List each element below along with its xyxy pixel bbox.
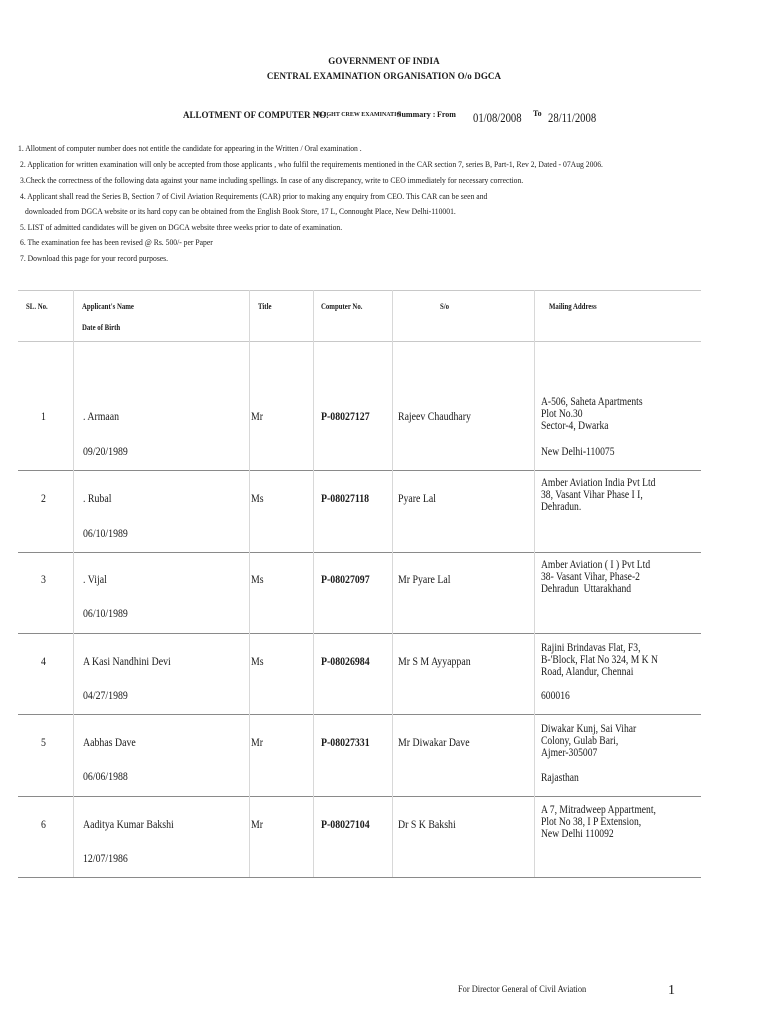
row-date-of-birth: 12/07/1986 xyxy=(83,851,128,865)
row-sl-no: 4 xyxy=(41,654,46,668)
row-divider xyxy=(18,470,701,471)
row-address: Amber Aviation ( I ) Pvt Ltd 38- Vasant Vihar, Phase-2 Dehradun Uttarakhand xyxy=(541,557,651,595)
row-address-extra: 600016 xyxy=(541,688,570,702)
row-applicant-name: Aaditya Kumar Bakshi xyxy=(83,817,174,831)
row-divider xyxy=(18,796,701,797)
header-relation: S/o xyxy=(440,302,450,311)
row-address-extra: New Delhi-110075 xyxy=(541,444,615,458)
note-1: 1. Allotment of computer number does not entitle the candidate for appearing in the Written / Oral examination . xyxy=(18,143,362,153)
allotment-exam: - FLIGHT CREW EXAMINATIO xyxy=(313,112,402,118)
note-4-cont: downloaded from DGCA website or its hard copy can be obtained from the English Book Store, 17 L, Connought Place, New Delhi-110001. xyxy=(25,206,456,216)
row-computer-no: P-08027097 xyxy=(321,572,370,586)
note-2: 2. Application for written examination will only be accepted from those applicants , who fulfil the requirements mentioned in the CAR section 7, series B, Part-1, Rev 2, Dated - 07Aug 2006. xyxy=(20,159,603,169)
to-date: 28/11/2008 xyxy=(548,110,597,125)
page-number: 1 xyxy=(668,983,675,998)
row-sl-no: 3 xyxy=(41,572,46,586)
note-4: 4. Applicant shall read the Series B, Section 7 of Civil Aviation Requirements (CAR) prior to making any enquiry from CEO. This CAR can be seen and xyxy=(20,191,488,201)
row-relation: Rajeev Chaudhary xyxy=(398,409,471,423)
row-computer-no: P-08026984 xyxy=(321,654,370,668)
row-applicant-name: . Armaan xyxy=(83,409,120,423)
row-address: A 7, Mitradweep Appartment, Plot No 38, I P Extension, New Delhi 110092 xyxy=(541,802,656,840)
row-address: Rajini Brindavas Flat, F3, B-'Block, Flat No 324, M K N Road, Alandur, Chennai xyxy=(541,640,658,678)
row-title: Mr xyxy=(251,817,264,831)
header-line-1: GOVERNMENT OF INDIA xyxy=(328,56,440,66)
note-3: 3.Check the correctness of the following data against your name including spellings. In case of any discrepancy, write to CEO immediately for necessary correction. xyxy=(20,175,524,185)
header-computer-no: Computer No. xyxy=(321,302,363,311)
column-divider xyxy=(534,290,535,877)
row-applicant-name: Aabhas Dave xyxy=(83,735,136,749)
row-relation: Mr Pyare Lal xyxy=(398,572,451,586)
row-title: Mr xyxy=(251,409,264,423)
column-divider xyxy=(249,290,250,877)
allotment-label: ALLOTMENT OF COMPUTER NO. xyxy=(183,110,329,120)
row-computer-no: P-08027331 xyxy=(321,735,370,749)
row-date-of-birth: 06/10/1989 xyxy=(83,606,128,620)
row-date-of-birth: 09/20/1989 xyxy=(83,444,128,458)
row-address: A-506, Saheta Apartments Plot No.30 Sector-4, Dwarka xyxy=(541,394,643,432)
table-header-border xyxy=(18,341,701,342)
header-line-2: CENTRAL EXAMINATION ORGANISATION O/o DGCA xyxy=(266,71,502,81)
row-divider xyxy=(18,714,701,715)
row-computer-no: P-08027127 xyxy=(321,409,370,423)
column-divider xyxy=(73,290,74,877)
note-6: 6. The examination fee has been revised @ Rs. 500/- per Paper xyxy=(20,237,213,247)
row-date-of-birth: 04/27/1989 xyxy=(83,688,128,702)
row-divider xyxy=(18,633,701,634)
header-title: Title xyxy=(258,302,272,311)
row-address: Amber Aviation India Pvt Ltd 38, Vasant Vihar Phase I I, Dehradun. xyxy=(541,475,656,513)
header-mailing-address: Mailing Address xyxy=(549,302,597,311)
row-title: Ms xyxy=(251,654,264,668)
table-top-border xyxy=(18,290,701,291)
header-applicant-name: Applicant's Name xyxy=(82,302,134,311)
row-relation: Mr S M Ayyappan xyxy=(398,654,471,668)
header-sl-no: SL. No. xyxy=(26,302,48,311)
column-divider xyxy=(313,290,314,877)
from-date: 01/08/2008 xyxy=(473,110,522,125)
row-date-of-birth: 06/10/1989 xyxy=(83,526,128,540)
row-relation: Pyare Lal xyxy=(398,491,436,505)
row-applicant-name: . Rubal xyxy=(83,491,112,505)
row-applicant-name: A Kasi Nandhini Devi xyxy=(83,654,171,668)
note-5: 5. LIST of admitted candidates will be given on DGCA website three weeks prior to date of examination. xyxy=(20,222,343,232)
column-divider xyxy=(392,290,393,877)
row-sl-no: 6 xyxy=(41,817,46,831)
row-address: Diwakar Kunj, Sai Vihar Colony, Gulab Bari, Ajmer-305007 xyxy=(541,721,637,759)
row-date-of-birth: 06/06/1988 xyxy=(83,769,128,783)
row-title: Ms xyxy=(251,491,264,505)
row-divider xyxy=(18,877,701,878)
row-computer-no: P-08027118 xyxy=(321,491,370,505)
row-sl-no: 2 xyxy=(41,491,46,505)
row-sl-no: 5 xyxy=(41,735,46,749)
row-applicant-name: . Vijal xyxy=(83,572,107,586)
to-label: To xyxy=(533,109,542,118)
row-divider xyxy=(18,552,701,553)
allotment-summary: Summary : xyxy=(397,110,436,119)
from-label: From xyxy=(437,110,456,119)
row-address-extra: Rajasthan xyxy=(541,770,579,784)
row-title: Ms xyxy=(251,572,264,586)
row-relation: Dr S K Bakshi xyxy=(398,817,456,831)
row-title: Mr xyxy=(251,735,264,749)
row-sl-no: 1 xyxy=(41,409,46,423)
header-date-of-birth: Date of Birth xyxy=(82,323,121,332)
signature-line: For Director General of Civil Aviation xyxy=(458,985,587,995)
row-relation: Mr Diwakar Dave xyxy=(398,735,470,749)
row-computer-no: P-08027104 xyxy=(321,817,370,831)
note-7: 7. Download this page for your record purposes. xyxy=(20,253,169,263)
